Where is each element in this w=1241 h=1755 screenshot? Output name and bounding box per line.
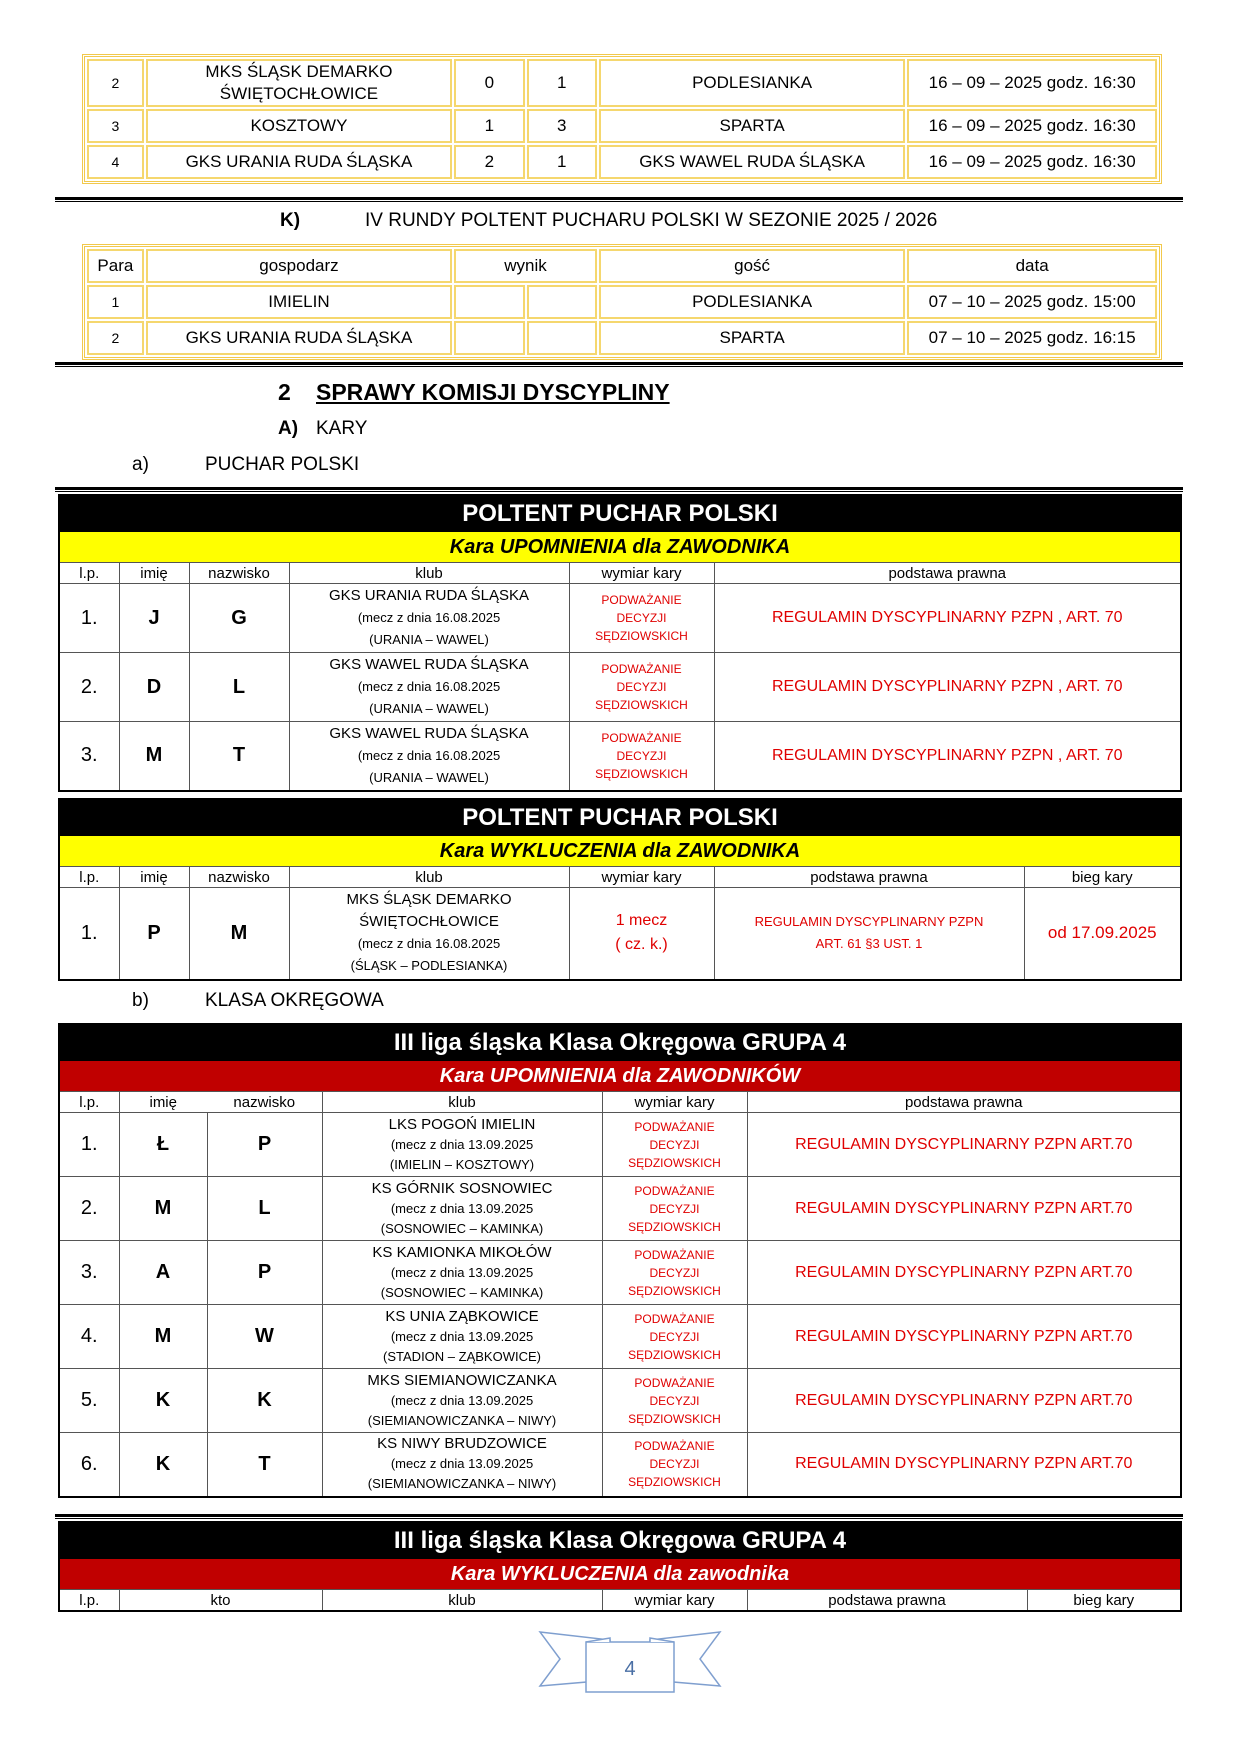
club-cell: LKS POGOŃ IMIELIN (mecz z dnia 13.09.2025 (IMIELIN – KOSZTOWY) xyxy=(322,1113,602,1177)
away-score xyxy=(527,285,597,319)
first-initial: M xyxy=(119,1305,207,1369)
row-number: 4. xyxy=(59,1305,119,1369)
away-score: 1 xyxy=(527,145,597,179)
table-row xyxy=(59,1305,1181,1369)
table-header xyxy=(59,1092,1181,1113)
first-initial: D xyxy=(119,653,189,722)
law-cell: REGULAMIN DYSCYPLINARNY PZPN ART.70 xyxy=(747,1369,1181,1433)
header-first-name: imię xyxy=(119,563,189,584)
away-score xyxy=(527,321,597,355)
table-header xyxy=(59,1590,1181,1612)
penalty-cell: 1 mecz ( cz. k.) xyxy=(569,888,714,980)
penalty-cell: PODWAŻANIE DECYZJI SĘDZIOWSKICH xyxy=(569,584,714,653)
table-subtitle: Kara UPOMNIENIA dla ZAWODNIKÓW xyxy=(59,1061,1181,1092)
header-club: klub xyxy=(322,1092,602,1113)
para-number: 3 xyxy=(87,109,144,143)
header-first-name: imię xyxy=(119,1092,207,1113)
first-initial: Ł xyxy=(119,1113,207,1177)
match-date: 16 – 09 – 2025 godz. 16:30 xyxy=(907,59,1157,107)
header-law: podstawa prawna xyxy=(714,563,1181,584)
header-law: podstawa prawna xyxy=(747,1092,1181,1113)
row-number: 5. xyxy=(59,1369,119,1433)
law-cell: REGULAMIN DYSCYPLINARNY PZPN ART.70 xyxy=(747,1305,1181,1369)
table-row xyxy=(87,109,1157,143)
header-away: gość xyxy=(599,249,905,283)
row-number: 1. xyxy=(59,1113,119,1177)
table-row xyxy=(59,1113,1181,1177)
header-lp: l.p. xyxy=(59,1092,119,1113)
para-number: 2 xyxy=(87,59,144,107)
header-date: data xyxy=(907,249,1157,283)
law-cell: REGULAMIN DYSCYPLINARNY PZPN ART. 61 §3 UST. 1 xyxy=(714,888,1024,980)
header-period: bieg kary xyxy=(1027,1590,1181,1612)
row-number: 2. xyxy=(59,1177,119,1241)
table-row xyxy=(87,145,1157,179)
table-title: POLTENT PUCHAR POLSKI xyxy=(59,799,1181,836)
club-cell: KS KAMIONKA MIKOŁÓW (mecz z dnia 13.09.2025 (SOSNOWIEC – KAMINKA) xyxy=(322,1241,602,1305)
club-cell: KS UNIA ZĄBKOWICE (mecz z dnia 13.09.2025 (STADION – ZĄBKOWICE) xyxy=(322,1305,602,1369)
home-score: 2 xyxy=(454,145,524,179)
law-cell: REGULAMIN DYSCYPLINARNY PZPN ART.70 xyxy=(747,1113,1181,1177)
last-initial: W xyxy=(207,1305,322,1369)
home-team: KOSZTOWY xyxy=(146,109,452,143)
away-score: 3 xyxy=(527,109,597,143)
header-law: podstawa prawna xyxy=(714,867,1024,888)
item-title: KLASA OKRĘGOWA xyxy=(205,990,384,1011)
header-lp: l.p. xyxy=(59,563,119,584)
header-last-name: nazwisko xyxy=(189,563,289,584)
header-penalty: wymiar kary xyxy=(602,1092,747,1113)
law-cell: REGULAMIN DYSCYPLINARNY PZPN , ART. 70 xyxy=(714,653,1181,722)
page-number-badge xyxy=(530,1620,730,1710)
table-header xyxy=(87,249,1157,283)
penalty-cell: PODWAŻANIE DECYZJI SĘDZIOWSKICH xyxy=(569,653,714,722)
section-title: IV RUNDY POLTENT PUCHARU POLSKI W SEZONIE 2025 / 2026 xyxy=(365,210,938,231)
header-penalty: wymiar kary xyxy=(602,1590,747,1612)
para-number: 2 xyxy=(87,321,144,355)
first-initial: M xyxy=(119,722,189,791)
table-title: III liga śląska Klasa Okręgowa GRUPA 4 xyxy=(59,1024,1181,1061)
home-score: 0 xyxy=(454,59,524,107)
section-title: SPRAWY KOMISJI DYSCYPLINY xyxy=(316,379,670,405)
row-number: 2. xyxy=(59,653,119,722)
header-last-name: nazwisko xyxy=(189,867,289,888)
penalty-cell: PODWAŻANIE DECYZJI SĘDZIOWSKICH xyxy=(602,1369,747,1433)
table-subtitle: Kara WYKLUCZENIA dla zawodnika xyxy=(59,1559,1181,1590)
ko-warnings-table xyxy=(58,1023,1182,1498)
last-initial: K xyxy=(207,1369,322,1433)
row-number: 3. xyxy=(59,722,119,791)
header-last-name: nazwisko xyxy=(207,1092,322,1113)
item-letter: a) xyxy=(132,454,149,475)
first-initial: K xyxy=(119,1369,207,1433)
header-period: bieg kary xyxy=(1024,867,1181,888)
first-initial: M xyxy=(119,1177,207,1241)
pp-warnings-table xyxy=(58,494,1182,792)
club-cell: MKS ŚLĄSK DEMARKO ŚWIĘTOCHŁOWICE (mecz z dnia 16.08.2025 (ŚLĄSK – PODLESIANKA) xyxy=(289,888,569,980)
header-club: klub xyxy=(322,1590,602,1612)
home-score xyxy=(454,321,524,355)
item-letter: b) xyxy=(132,990,149,1011)
header-club: klub xyxy=(289,867,569,888)
table-row xyxy=(59,653,1181,722)
law-cell: REGULAMIN DYSCYPLINARNY PZPN , ART. 70 xyxy=(714,584,1181,653)
header-who: kto xyxy=(119,1590,322,1612)
last-initial: T xyxy=(189,722,289,791)
away-team: PODLESIANKA xyxy=(599,285,905,319)
table-row xyxy=(59,722,1181,791)
penalty-cell: PODWAŻANIE DECYZJI SĘDZIOWSKICH xyxy=(602,1241,747,1305)
header-lp: l.p. xyxy=(59,867,119,888)
club-cell: GKS URANIA RUDA ŚLĄSKA (mecz z dnia 16.08.2025 (URANIA – WAWEL) xyxy=(289,584,569,653)
penalty-cell: PODWAŻANIE DECYZJI SĘDZIOWSKICH xyxy=(602,1113,747,1177)
row-number: 3. xyxy=(59,1241,119,1305)
penalty-cell: PODWAŻANIE DECYZJI SĘDZIOWSKICH xyxy=(602,1177,747,1241)
para-number: 4 xyxy=(87,145,144,179)
law-cell: REGULAMIN DYSCYPLINARNY PZPN ART.70 xyxy=(747,1241,1181,1305)
header-first-name: imię xyxy=(119,867,189,888)
divider xyxy=(55,362,1183,367)
first-initial: P xyxy=(119,888,189,980)
match-date: 16 – 09 – 2025 godz. 16:30 xyxy=(907,145,1157,179)
home-score xyxy=(454,285,524,319)
match-date: 07 – 10 – 2025 godz. 15:00 xyxy=(907,285,1157,319)
table-row xyxy=(87,321,1157,355)
results-table xyxy=(82,54,1162,184)
table-header xyxy=(59,563,1181,584)
table-row xyxy=(59,584,1181,653)
row-number: 1. xyxy=(59,888,119,980)
row-number: 6. xyxy=(59,1433,119,1497)
table-row xyxy=(87,285,1157,319)
header-home: gospodarz xyxy=(146,249,452,283)
table-row xyxy=(59,1433,1181,1497)
table-subtitle: Kara UPOMNIENIA dla ZAWODNIKA xyxy=(59,532,1181,563)
law-cell: REGULAMIN DYSCYPLINARNY PZPN ART.70 xyxy=(747,1177,1181,1241)
away-team: PODLESIANKA xyxy=(599,59,905,107)
last-initial: P xyxy=(207,1113,322,1177)
header-para: Para xyxy=(87,249,144,283)
home-team: GKS URANIA RUDA ŚLĄSKA xyxy=(146,145,452,179)
away-team: GKS WAWEL RUDA ŚLĄSKA xyxy=(599,145,905,179)
divider xyxy=(55,487,1183,492)
penalty-cell: PODWAŻANIE DECYZJI SĘDZIOWSKICH xyxy=(602,1305,747,1369)
table-row xyxy=(87,59,1157,107)
law-cell: REGULAMIN DYSCYPLINARNY PZPN ART.70 xyxy=(747,1433,1181,1497)
table-row xyxy=(59,888,1181,980)
first-initial: K xyxy=(119,1433,207,1497)
table-row xyxy=(59,1369,1181,1433)
away-team: SPARTA xyxy=(599,321,905,355)
subsection-title: KARY xyxy=(316,418,368,439)
pp-exclusions-table xyxy=(58,798,1182,981)
section-letter: K) xyxy=(280,210,301,231)
club-cell: GKS WAWEL RUDA ŚLĄSKA (mecz z dnia 16.08.2025 (URANIA – WAWEL) xyxy=(289,653,569,722)
away-score: 1 xyxy=(527,59,597,107)
header-club: klub xyxy=(289,563,569,584)
table-header xyxy=(59,867,1181,888)
first-initial: J xyxy=(119,584,189,653)
page-number: 4 xyxy=(624,1658,636,1680)
last-initial: M xyxy=(189,888,289,980)
header-result: wynik xyxy=(454,249,597,283)
last-initial: L xyxy=(207,1177,322,1241)
row-number: 1. xyxy=(59,584,119,653)
fixtures-table xyxy=(82,244,1162,360)
table-subtitle: Kara WYKLUCZENIA dla ZAWODNIKA xyxy=(59,836,1181,867)
last-initial: T xyxy=(207,1433,322,1497)
table-row xyxy=(59,1177,1181,1241)
home-score: 1 xyxy=(454,109,524,143)
penalty-cell: PODWAŻANIE DECYZJI SĘDZIOWSKICH xyxy=(602,1433,747,1497)
header-penalty: wymiar kary xyxy=(569,867,714,888)
club-cell: KS GÓRNIK SOSNOWIEC (mecz z dnia 13.09.2025 (SOSNOWIEC – KAMINKA) xyxy=(322,1177,602,1241)
period-cell: od 17.09.2025 xyxy=(1024,888,1181,980)
last-initial: L xyxy=(189,653,289,722)
table-title: III liga śląska Klasa Okręgowa GRUPA 4 xyxy=(59,1522,1181,1559)
match-date: 16 – 09 – 2025 godz. 16:30 xyxy=(907,109,1157,143)
header-law: podstawa prawna xyxy=(747,1590,1027,1612)
club-cell: GKS WAWEL RUDA ŚLĄSKA (mecz z dnia 16.08.2025 (URANIA – WAWEL) xyxy=(289,722,569,791)
home-team: MKS ŚLĄSK DEMARKO ŚWIĘTOCHŁOWICE xyxy=(146,59,452,107)
divider xyxy=(55,1514,1183,1519)
section-number: 2 xyxy=(278,379,291,405)
first-initial: A xyxy=(119,1241,207,1305)
club-cell: MKS SIEMIANOWICZANKA (mecz z dnia 13.09.2025 (SIEMIANOWICZANKA – NIWY) xyxy=(322,1369,602,1433)
para-number: 1 xyxy=(87,285,144,319)
home-team: IMIELIN xyxy=(146,285,452,319)
match-date: 07 – 10 – 2025 godz. 16:15 xyxy=(907,321,1157,355)
last-initial: G xyxy=(189,584,289,653)
table-row xyxy=(59,1241,1181,1305)
law-cell: REGULAMIN DYSCYPLINARNY PZPN , ART. 70 xyxy=(714,722,1181,791)
header-lp: l.p. xyxy=(59,1590,119,1612)
subsection-letter: A) xyxy=(278,418,299,439)
divider xyxy=(55,197,1183,202)
last-initial: P xyxy=(207,1241,322,1305)
header-penalty: wymiar kary xyxy=(569,563,714,584)
ko-exclusions-table xyxy=(58,1521,1182,1612)
table-title: POLTENT PUCHAR POLSKI xyxy=(59,495,1181,532)
club-cell: KS NIWY BRUDZOWICE (mecz z dnia 13.09.2025 (SIEMIANOWICZANKA – NIWY) xyxy=(322,1433,602,1497)
penalty-cell: PODWAŻANIE DECYZJI SĘDZIOWSKICH xyxy=(569,722,714,791)
away-team: SPARTA xyxy=(599,109,905,143)
home-team: GKS URANIA RUDA ŚLĄSKA xyxy=(146,321,452,355)
item-title: PUCHAR POLSKI xyxy=(205,454,360,475)
